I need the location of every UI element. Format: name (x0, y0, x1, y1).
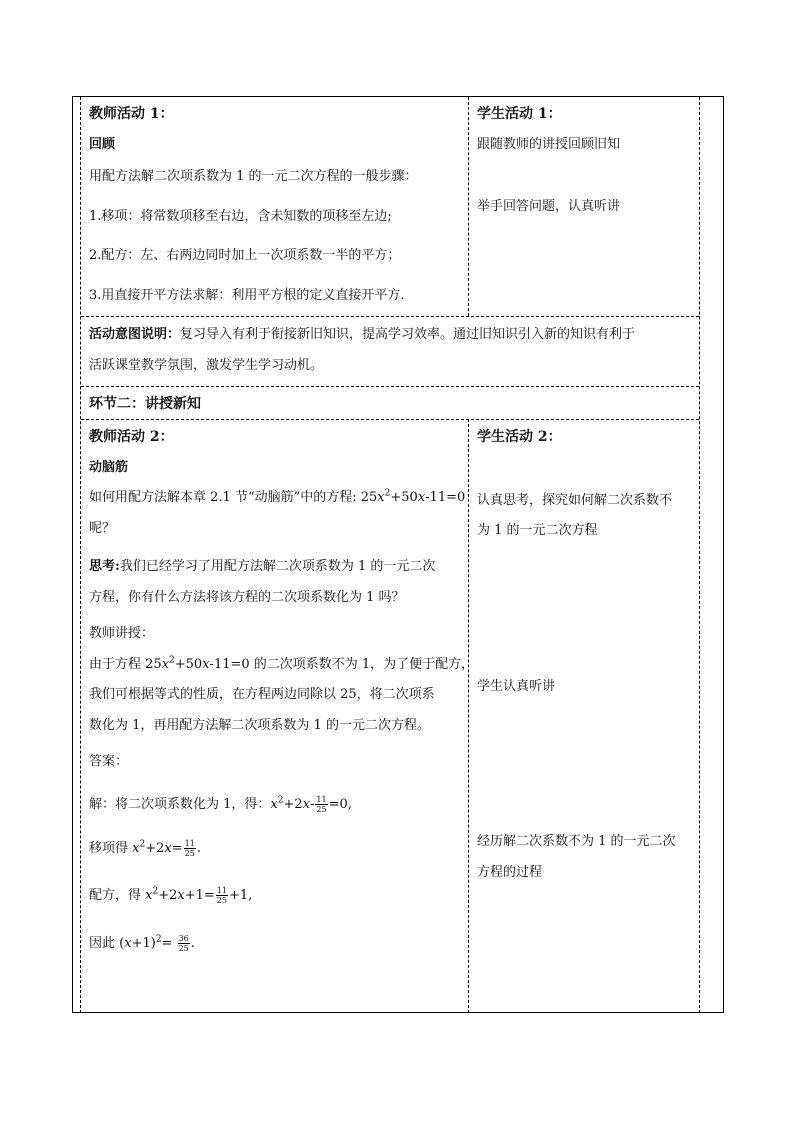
student-activity-2-line: 为 1 的一元二次方程 (477, 523, 598, 538)
formula-part: +1, (228, 887, 253, 903)
student-activity-2-line: 方程的过程 (477, 864, 543, 880)
teacher-activity-1-line: 用配方法解二次项系数为 1 的一元二次方程的一般步骤： (89, 169, 418, 184)
formula-part: 2 (152, 886, 159, 897)
formula-part: 2 (139, 839, 146, 850)
formula-part: 移项得 (89, 841, 133, 856)
formula-part: 2 (277, 795, 284, 806)
teacher-activity-1-line: 2.配方：左、右两边同时加上一次项系数一半的平方； (89, 248, 401, 263)
formula-part: 配方，得 (89, 887, 146, 903)
formula-part: x (145, 887, 153, 903)
formula-part: 25 (216, 895, 227, 905)
fraction (216, 886, 228, 905)
student-activity-1-line: 举手回答问题，认真听讲 (477, 199, 621, 214)
formula-part: =0, (328, 796, 352, 812)
student-activity-1-title: 学生活动 1： (477, 106, 562, 122)
fraction (184, 839, 196, 858)
column-divider (468, 419, 469, 1013)
formula-part: x (302, 796, 310, 812)
formula-part: 由于方程 25 (89, 656, 162, 672)
formula-part: x (270, 796, 278, 812)
formula-part: x (377, 490, 385, 505)
formula-part: +1= (184, 887, 215, 903)
lecture-line: 数化为 1，再用配方法解二次项系数为 1 的一元二次方程。 (89, 717, 430, 733)
formula-part: +50 (390, 490, 418, 505)
formula-part: x (124, 936, 132, 951)
intent-text: 活跃课堂教学氛围，激发学生学习动机。 (89, 357, 324, 373)
teacher-activity-1-cell (89, 99, 464, 311)
activity-intent-cell (89, 320, 699, 381)
section-two-title: 环节二：讲授新知 (89, 396, 201, 412)
think-line: 方程，你有什么方法将该方程的二次项系数化为 1 吗？ (89, 589, 405, 605)
student-activity-2-line: 认真思考，探究如何解二次系数不 (477, 492, 673, 508)
formula-part: +2 (145, 841, 165, 856)
student-activity-1-cell (477, 99, 699, 223)
formula-part: 11 (216, 885, 227, 895)
formula-part: 思考: (89, 559, 120, 574)
teacher-activity-2-title: 教师活动 2： (89, 429, 174, 445)
student-activity-1-line: 跟随教师的讲授回顾旧知 (477, 136, 621, 152)
formula-part: = (161, 936, 177, 951)
formula-part: +2 (158, 887, 178, 903)
teacher-activity-2-cell (89, 422, 475, 960)
formula-part: -11=0 (425, 490, 466, 505)
formula-part: x (417, 490, 426, 505)
teacher-activity-1-title: 教师活动 1： (89, 106, 174, 122)
intent-label: 活动意图说明： (89, 327, 181, 342)
student-activity-2-line: 学生认真听讲 (477, 678, 556, 694)
formula-part: 36 (178, 934, 189, 943)
student-activity-2-cell (477, 422, 699, 888)
formula-part: = (171, 841, 183, 856)
formula-part: 因此 ( (89, 936, 125, 951)
teacher-activity-1-subtitle: 回顾 (89, 136, 116, 152)
formula-part: x (177, 887, 185, 903)
formula-part: . (196, 841, 201, 856)
question-line (89, 483, 464, 514)
intent-text: 复习导入有利于衔接新旧知识，提高学习效率。通过旧知识引入新的知识有利于 (180, 327, 636, 342)
formula-part: x (164, 841, 172, 856)
formula-part: 25 (178, 944, 189, 953)
solution-step-2 (89, 834, 464, 865)
solution-step-4 (89, 929, 464, 960)
formula-part: 解：将二次项系数化为 1，得： (89, 796, 271, 812)
formula-part: +1) (131, 936, 156, 951)
lecture-label: 教师讲授： (89, 626, 155, 641)
formula-part: 2 (155, 934, 162, 945)
question-line: 呢？ (89, 520, 116, 536)
formula-part: - (310, 796, 315, 812)
answer-label: 答案： (89, 754, 129, 769)
formula-part: 如何用配方法解本章 2.1 节“动脑筋”中的方程: 25 (89, 490, 378, 505)
formula-part: 25 (316, 804, 327, 814)
teacher-activity-1-line: 3.用直接开平方法求解：利用平方根的定义直接开平方. (89, 287, 405, 303)
lecture-line (89, 650, 475, 681)
section-two-cell (89, 389, 699, 420)
student-activity-2-title: 学生活动 2： (477, 429, 562, 445)
think-line (89, 552, 464, 583)
column-divider (468, 97, 469, 316)
row-divider (81, 386, 699, 387)
formula-part: 25 (184, 849, 195, 858)
lecture-line: 我们可根据等式的性质，在方程两边同除以 25，将二次项系 (89, 687, 435, 702)
formula-part: x (202, 656, 210, 672)
teacher-activity-1-line: 1.移项：将常数项移至右边，含未知数的项移至左边; (89, 208, 392, 224)
formula-part: . (190, 936, 195, 951)
solution-step-1 (89, 790, 464, 821)
student-activity-2-line: 经历解二次系数不为 1 的一元二次 (477, 834, 676, 849)
formula-part: 我们已经学习了用配方法解二次项系数为 1 的一元二次 (119, 559, 436, 574)
fraction (178, 934, 190, 953)
lesson-table (72, 96, 724, 1013)
fraction (315, 795, 327, 814)
formula-part: -11=0 的二次项系数不为 1，为了便于配方， (209, 656, 475, 672)
formula-part: 2 (384, 488, 391, 499)
formula-part: x (132, 841, 140, 856)
formula-part: 2 (169, 655, 175, 666)
table-inner (80, 97, 700, 1013)
row-divider (81, 316, 699, 317)
formula-part: +2 (283, 796, 303, 812)
formula-part: +50 (174, 656, 203, 672)
teacher-activity-2-subtitle: 动脑筋 (89, 459, 129, 475)
formula-part: 11 (316, 794, 327, 804)
formula-part: x (161, 656, 170, 672)
solution-step-3 (89, 881, 464, 912)
formula-part: 11 (184, 839, 195, 848)
